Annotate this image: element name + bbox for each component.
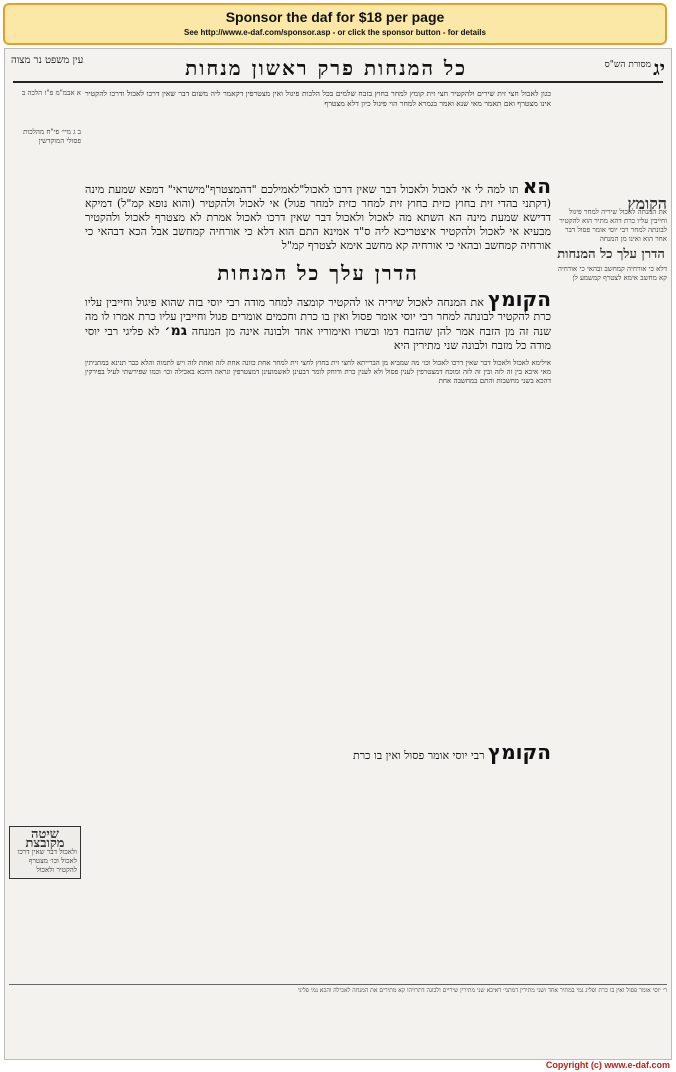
mishna-opening-word: הקומץ (487, 287, 551, 311)
gemara-text (85, 174, 551, 253)
right-rashi-text: את המנחה לאכול שיריה למחר פיגול וחייבין עליו כרת דהא מתיר הוא להקטיר לבונתה למחר רבי יוסי אומר פסול דבר אחר הוא ואינו מן המנחה (559, 208, 667, 243)
shita-mekubetzet-box (9, 826, 81, 879)
right-section-title: הדרן עלך כל המנחות (557, 247, 665, 262)
talmud-page (4, 48, 672, 1060)
right-rashi-title: הקומץ (627, 194, 667, 213)
gemara-tail: לא פליגי רבי יוסי מודה כל מזבח ולבונה שני מתירין היא (85, 325, 551, 352)
box-title: שיטה מקובצת (25, 827, 65, 851)
mishna-block (85, 287, 551, 353)
right-commentary (555, 89, 667, 979)
right-notes: דלא כי אורחיה קמחשב ובהאי כי אורחיה קא מחשב אימא לצטרף קמשמע לן (557, 265, 667, 282)
bottom-mishna (85, 740, 551, 764)
page-header (11, 55, 665, 81)
sponsor-title[interactable]: Sponsor the daf for $18 per page (225, 9, 445, 25)
header-rule (13, 81, 663, 83)
tosafot-commentary: אילימא לאכול ולאכול דבר שאין דרכו לאכול וכו׳ מה שמביא מן הברייתא לחצי זית בחוץ לחצי זית למחר אחת כוונה אחת לזה ואחת לזה ויש לתמוה והלא כבר תנינא במתניתין מאי איכא בין זה לזה ובין זה לזה ומוכח דמצטרפין לענין פסול ולא לענין כרת ודוחק לומר דבעינן לאשמועינן דמצטרפין ונראה דהכא באכילה וכו׳ וכמו שפירשתי לעיל בפירקין דהכא בשני מחשבות והתם במחשבה אחת (85, 359, 551, 385)
masoret-label: מסורת הש"ס (604, 60, 651, 70)
left-notes-mid: ב ג מיי׳ פי"ח מהלכות פסולי המוקדשין (23, 128, 81, 145)
ein-mishpat-label: עין משפט נר מצוה (11, 55, 84, 66)
main-column (85, 89, 551, 983)
footer-commentary: ר׳ יוסי אומר פסול ואין בו כרת ופליג נמי במתיר אחד ושני מתירין דמתני׳ דאיכא שני מתירין שיריים ולבונה דתרויהו קא מתירים את המנחה לאכילה והכא נמי פליגי (9, 984, 667, 1055)
gemara-opening-word: הא (522, 174, 551, 198)
left-margin (9, 89, 81, 979)
hadran-heading: הדרן עלך כל המנחות (217, 261, 419, 285)
bottom-text: רבי יוסי אומר פסול ואין בו כרת (353, 749, 485, 762)
page-number: יג (653, 55, 665, 80)
gemara-passage: תו למה לי אי לאכול ולאכול דבר שאין דרכו לאכול"לאמילכם "דהמצטרף"מישראי" דמפא שמעת מינה (דקתני בהדי זית בחוץ כזית בחוץ זית למחר כזית למחר פגול) אי לאכול ולהקטיר (והוא נופא קמ"ל) דמיקא דדישא שמעת מינה הא השתא מה לאכול ולאכול דבר שאין דרכו לאכול אמרת לא מצטרף לאכול ולהקטיר מבעיא אי לאכול ולהקטיר איצטריכא ליה ס"ד אמינא התם הוא דלא כי אורחיה קמחשב אבל הכא דבהאי כי אורחיה קמחשב ובהאי כי אורחיה קא מחשב אימא לצטרף קמ"ל (85, 183, 551, 252)
gemara-label: גמ׳ (164, 323, 187, 339)
left-notes-top: א אבמ"מ פ"ז הלכה ב (21, 89, 81, 97)
page-title: כל המנחות פרק ראשון מנחות (185, 55, 468, 80)
bottom-opening-word: הקומץ (487, 740, 551, 764)
sponsor-banner[interactable] (3, 3, 667, 45)
mishna-text: את המנחה לאכול שיריה או להקטיר קומצה למחר מודה רבי יוסי בזה שהוא פיגול וחייבין עליו כרת להקטיר לבונתה למחר רבי יוסי אומר פסול ואין בו כרת וחכמים אומרים פגול וחייבין עליו כרת אמרו לו מה שנה זה מן הזבח אמר להן שהזבח דמו ובשרו ואימוריו אחד ולבונה אינה מן המנחה (85, 296, 551, 338)
sponsor-subtitle[interactable]: See http://www.e-daf.com/sponsor.asp - or click the sponsor button - for details (184, 28, 486, 37)
copyright-link[interactable]: Copyright (c) www.e-daf.com (545, 1060, 670, 1070)
box-text: ולאכול דבר שאין דרכו לאכול וכו׳ מצטרף להקטיר ולאכול (17, 848, 77, 874)
rashi-top: כגון לאכול חצי זית שירים ולהקטיר חצי זית קומץ למחר בחוץ בזבח שלמים בכל הלכות פיגול ואין מצטרפין דקאמר ליה משום דבר שאין דרכו לאכול ודרכו להקטיר אינו מצטרף ואם תאמר מאי שנא ואמר בגמרא למחר הוי פיגול כיון דלא מצטרף (85, 89, 551, 108)
